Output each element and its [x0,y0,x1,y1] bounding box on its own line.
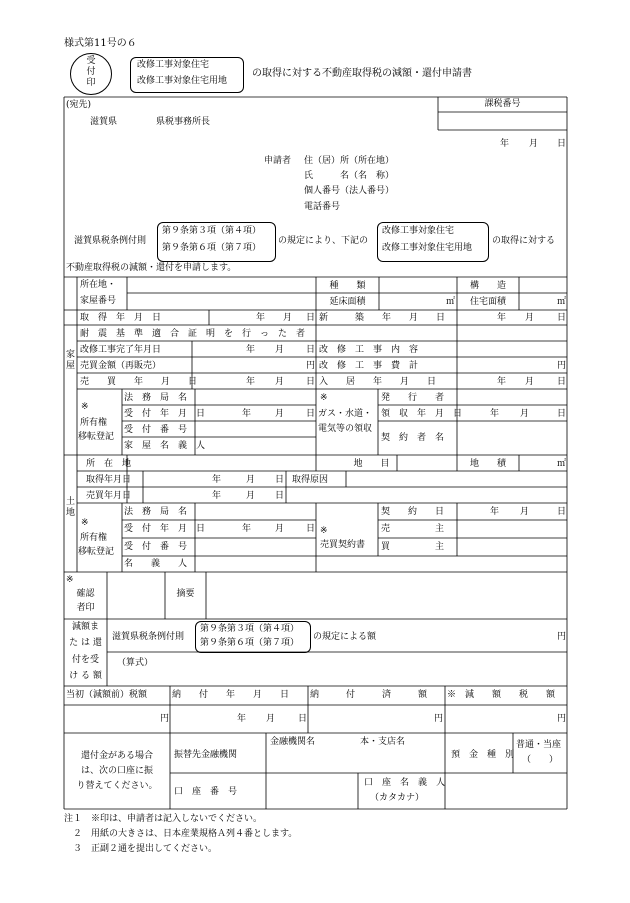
land-transfer-label-1: 所有権 [80,533,108,543]
issuer-label: 発 行 者 [381,393,445,403]
date-day: 日 [306,345,316,355]
house-number-label: 家屋番号 [80,296,117,306]
date-month: 月 [266,714,276,724]
applicant-address: 住（居）所（所在地） [304,156,395,166]
house-holder-label: 家 屋 名 義 人 [124,441,206,451]
land-receipt-date-label: 受 付 年 月 日 [124,524,206,534]
date-year: 年 [490,507,500,517]
statement-option-1: 改修工事対象住宅 [382,226,455,236]
house-receipt-number-label: 受 付 番 号 [124,425,188,435]
reduction-suffix: の規定による額 [313,632,377,642]
statement-suffix: の取得に対する [492,236,556,246]
yen-unit: 円 [557,361,567,371]
date-year: 年 [212,491,222,501]
tax-number-label: 課税番号 [484,99,521,109]
utility-receipt-label-1: ガス・水道・ [318,409,373,419]
account-number-label: 口 座 番 号 [174,787,238,797]
date-month: 月 [520,409,530,419]
confirmer-label-1: 確認 [76,589,95,599]
land-section-label [66,497,77,519]
land-acquired-label: 取得年月日 [86,475,132,485]
reduction-prefix: 滋賀県税条例付則 [112,632,185,642]
account-type-paren: （ ） [522,755,559,765]
statement-mid: の規定により、下記の [278,236,369,246]
refund-note-3: り替えてください。 [76,781,158,791]
land-cause-label: 取得原因 [292,475,329,485]
note-1: 注１ ※印は、申請者は記入しないでください。 [64,814,263,824]
staff-mark: ※ [320,526,328,536]
date-day: 日 [557,409,567,419]
date-year: 年 [256,313,266,323]
branch-label: 本・支店名 [360,737,406,747]
contract-date-label: 契 約 日 [381,507,445,517]
reduction-label-2: た は 還 [69,638,102,648]
prefecture: 滋賀県 [90,117,118,127]
land-section-text: 土地 [66,497,76,518]
house-bureau-label: 法 務 局 名 [124,393,188,403]
house-transfer-label-1: 所有権 [80,418,108,428]
staff-mark: ※ [81,518,89,528]
date-day: 日 [557,313,567,323]
house-transfer-label-2: 移転登記 [78,432,115,442]
yen-unit: 円 [557,714,567,724]
date-year: 年 [497,377,507,387]
date-year: 年 [242,524,252,534]
seismic-certifier-label: 耐 震 基 準 適 合 証 明 を 行 っ た 者 [80,329,306,339]
date-year: 年 [497,313,507,323]
contractor-name-label: 契 約 者 名 [381,433,445,443]
statement-option-2: 改修工事対象住宅用地 [382,243,473,253]
date-month: 月 [275,345,285,355]
land-receipt-number-label: 受 付 番 号 [124,542,188,552]
date-year: 年 [212,475,222,485]
land-area-label: 地 積 [469,459,506,469]
date-day: 日 [557,377,567,387]
floor-area-label: 延床面積 [329,297,366,307]
payment-date-label: 納 付 年 月 日 [172,690,290,700]
summary-label: 摘要 [176,589,195,599]
applicant-label: 申請者 [264,156,292,166]
land-category-label: 地 目 [353,459,390,469]
applicant-number: 個人番号（法人番号） [304,186,395,196]
date-month: 月 [525,377,535,387]
confirmer-label-2: 者印 [76,603,95,613]
stamp-char: 印 [86,78,96,88]
date-month: 月 [529,139,539,149]
yen-unit: 円 [306,361,316,371]
renovation-cost-label: 改 修 工 事 費 計 [319,361,419,371]
date-month: 月 [275,524,285,534]
date-year: 年 [237,714,247,724]
land-transfer-label-2: 移転登記 [78,547,115,557]
date-day: 日 [275,491,285,501]
built-date-label: 新 築 年 月 日 [319,313,446,323]
reduction-clause-1: 第９条第３項（第４項） [200,624,300,634]
utility-receipt-label-2: 電気等の領収 [318,424,373,434]
residential-area-label: 住宅面積 [469,297,506,307]
formula-label: （算式） [117,658,154,668]
staff-mark: ※ [320,393,328,403]
seller-label: 売 主 [381,524,445,534]
applicant-phone: 電話番号 [304,202,341,212]
receipt-date-label: 領 収 年 月 日 [381,409,463,419]
initial-tax-label: 当初（減額前）税額 [66,690,148,700]
stamp-char: 付 [86,67,96,77]
date-day: 日 [306,409,316,419]
date-month: 月 [275,409,285,419]
statement-clause-1: 第９条第３項（第４項） [162,226,262,236]
sqm-unit: ㎡ [557,297,567,307]
staff-mark: ※ [81,402,89,412]
date-day: 日 [557,139,567,149]
date-day: 日 [306,313,316,323]
date-month: 月 [246,475,256,485]
stamp-char: 受 [86,56,96,66]
house-receipt-date-label: 受 付 年 月 日 [124,409,206,419]
title-option-1: 改修工事対象住宅 [137,60,210,70]
yen-unit: 円 [160,714,170,724]
move-in-date-label: 入 居 年 月 日 [319,377,437,387]
house-kind-label: 種 類 [329,281,366,291]
date-year: 年 [500,139,510,149]
tax-office: 県税事務所長 [156,117,211,127]
date-day: 日 [275,475,285,485]
renovation-completed-label: 改修工事完了年月日 [80,345,162,355]
date-day: 日 [298,714,308,724]
sold-date-label: 売 買 年 月 日 [80,377,198,387]
house-structure-label: 構 造 [469,281,506,291]
reduction-label-1: 減額ま [71,622,99,632]
house-location-label: 所在地・ [80,280,117,290]
reduced-tax-label: ※ 減 額 税 額 [447,690,556,700]
title-option-2: 改修工事対象住宅用地 [137,76,228,86]
refund-note-1: 還付金がある場合 [80,751,153,761]
house-section-label [66,350,77,372]
sales-contract-label: 売買契約書 [320,540,366,550]
account-holder-kana: （カタカナ） [370,793,425,803]
land-location-label: 所 在 地 [86,459,132,469]
yen-unit: 円 [557,632,567,642]
land-bureau-label: 法 務 局 名 [124,507,188,517]
reduction-clause-2: 第９条第６項（第７項） [200,638,300,648]
date-year: 年 [246,345,256,355]
sqm-unit: ㎡ [446,297,456,307]
land-holder-label: 名 義 人 [124,559,188,569]
refund-note-2: は、次の口座に振 [80,766,153,776]
addressee-label: (宛先) [66,100,92,110]
bank-label: 振替先金融機関 [174,750,238,760]
date-year: 年 [242,409,252,419]
applicant-name: 氏 名（名 称） [304,171,395,181]
paid-amount-label: 納 付 済 額 [310,690,428,700]
buyer-label: 買 主 [381,542,445,552]
date-year: 年 [490,409,500,419]
land-sold-label: 売買年月日 [86,491,132,501]
resale-price-label: 売買金額（再販売） [80,361,162,371]
date-month: 月 [283,313,293,323]
note-2: ２ 用紙の大きさは、日本産業規格Ａ列４番とします。 [64,829,298,839]
date-day: 日 [306,377,316,387]
bank-name-label: 金融機関名 [270,737,316,747]
account-type-label: 預 金 種 別 [451,750,515,760]
date-month: 月 [520,507,530,517]
sqm-unit: ㎡ [557,459,567,469]
date-month: 月 [275,377,285,387]
date-day: 日 [557,507,567,517]
form-number: 様式第11号の６ [64,38,137,49]
acquired-date-label: 取 得 年 月 日 [80,313,162,323]
reduction-label-4: け る 額 [69,671,102,681]
form-title: の取得に対する不動産取得税の減額・還付申請書 [252,68,472,79]
account-type-options: 普通・当座 [516,740,562,750]
date-year: 年 [246,377,256,387]
date-month: 月 [246,491,256,501]
account-holder-label: 口 座 名 義 人 [364,778,446,788]
house-section-text: 家屋 [66,350,76,371]
renovation-content-label: 改 修 工 事 内 容 [319,345,419,355]
statement-line-2: 不動産取得税の減額・還付を申請します。 [66,263,237,273]
note-3: ３ 正副２通を提出してください。 [64,844,218,854]
date-day: 日 [306,524,316,534]
statement-clause-2: 第９条第６項（第７項） [162,243,262,253]
reduction-label-3: 付を受 [71,655,99,665]
statement-prefix: 滋賀県税条例付則 [74,236,147,246]
date-month: 月 [525,313,535,323]
staff-mark: ※ [66,575,74,585]
yen-unit: 円 [434,714,444,724]
